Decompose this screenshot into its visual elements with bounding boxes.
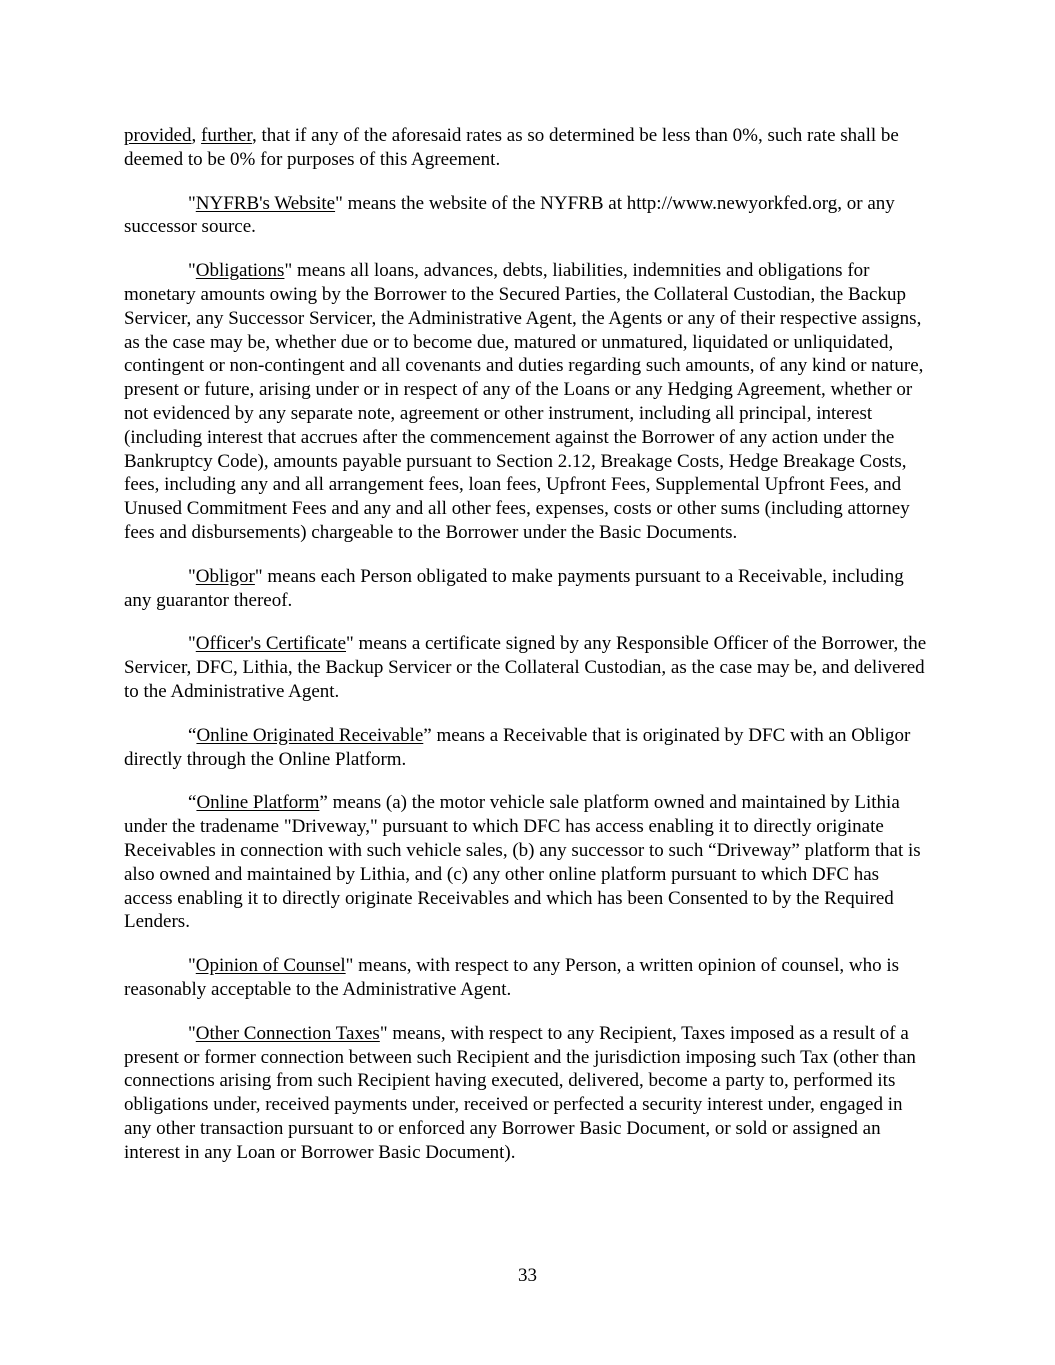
definition-obligations [124, 259, 932, 545]
open-quote: “ [188, 724, 197, 746]
close-quote: " [254, 565, 263, 587]
defined-term: NYFRB's Website [195, 192, 336, 214]
open-quote: " [188, 633, 196, 655]
definition-other-connection-taxes [124, 1022, 932, 1165]
defined-term: Online Platform [196, 792, 320, 814]
page-number: 33 [518, 1265, 537, 1286]
defined-term: Other Connection Taxes [195, 1022, 380, 1044]
open-quote: " [188, 565, 196, 587]
definition-opinion-of-counsel [124, 954, 932, 1002]
open-quote: " [188, 955, 196, 977]
open-quote: " [188, 1022, 196, 1044]
close-quote: " [335, 192, 343, 214]
intro-separator: , [191, 125, 202, 146]
defined-term: Opinion of Counsel [195, 955, 346, 977]
definition-nyfrbs-website [124, 192, 932, 240]
open-quote: " [188, 260, 196, 282]
close-quote: " [284, 260, 293, 282]
intro-text: , that if any of the aforesaid rates as so determined be less than 0%, such rate shall be deemed to be 0% for purposes of this Agreement. [124, 125, 899, 170]
definition-text: means a Receivable that is originated by DFC with an Obligor directly through the Online Platform. [124, 724, 911, 770]
defined-term: Online Originated Receivable [196, 724, 424, 746]
definition-online-originated-receivable [124, 724, 932, 772]
close-quote: " [346, 633, 354, 655]
definition-text: means, with respect to any Recipient, Taxes imposed as a result of a present or former connection between such Recipient and the jurisdiction imposing such Tax (other than connections arising from such Recipient having executed, delivered, become a party to, performed its obligations under, received payments under, received or perfected a security interest under, engaged in any other transaction pursuant to or enforced any Borrower Basic Document, or sold or assigned an interest in any Loan or Borrower Basic Document). [124, 1022, 916, 1163]
open-quote: " [188, 192, 196, 214]
term-provided: provided [124, 125, 192, 146]
definition-online-platform [124, 791, 932, 934]
defined-term: Obligations [195, 260, 285, 282]
definition-text: means the website of the NYFRB at http://www.newyorkfed.org, or any successor source. [124, 192, 895, 238]
definition-text: means, with respect to any Person, a written opinion of counsel, who is reasonably acceptable to the Administrative Agent. [124, 955, 900, 1000]
close-quote: " [345, 955, 354, 977]
open-quote: “ [188, 792, 197, 814]
document-body [124, 124, 932, 1184]
definition-obligor [124, 565, 932, 613]
close-quote: ” [423, 724, 432, 746]
definition-text: means each Person obligated to make payments pursuant to a Receivable, including any guarantor thereof. [124, 565, 904, 611]
definition-text: means all loans, advances, debts, liabilities, indemnities and obligations for monetary amounts owing by the Borrower to the Secured Parties, the Collateral Custodian, the Backup Servicer, any Successor Servicer, the Administrative Agent, the Agents or any of their respective assigns, as the case may be, whether due or to become due, matured or unmatured, liquidated or unliquidated, contingent or non-contingent and all covenants and duties regarding such amounts, of any kind or nature, present or future, arising under or in respect of any of the Loans or any Hedging Agreement, whether or not evidenced by any separate note, agreement or other instrument, including all principal, interest (including interest that accrues after the commencement against the Borrower of any action under the Bankruptcy Code), amounts payable pursuant to Section 2.12, Breakage Costs, Hedge Breakage Costs, fees, including any and all arrangement fees, loan fees, Upfront Fees, Supplemental Upfront Fees, and Unused Commitment Fees and any and all other fees, expenses, costs or other sums (including attorney fees and disbursements) chargeable to the Borrower under the Basic Documents. [124, 260, 924, 543]
term-further: further [201, 125, 252, 146]
close-quote: ” [319, 792, 328, 814]
intro-paragraph [124, 124, 932, 172]
definition-text: means (a) the motor vehicle sale platform owned and maintained by Lithia under the tradename "Driveway," pursuant to which DFC has access enabling it to directly originate Receivables in connection with such vehicle sales, (b) any successor to such “Driveway” platform that is also owned and maintained by Lithia, and (c) any other online platform pursuant to which DFC has access enabling it to directly originate Receivables and which has been Consented to by the Required Lenders. [124, 792, 921, 933]
defined-term: Obligor [195, 565, 255, 587]
close-quote: " [379, 1022, 388, 1044]
definition-text: means a certificate signed by any Responsible Officer of the Borrower, the Servicer, DFC, Lithia, the Backup Servicer or the Collateral Custodian, as the case may be, and delivered to the Administrative Agent. [124, 633, 927, 702]
defined-term: Officer's Certificate [195, 633, 347, 655]
definition-officers-certificate [124, 632, 932, 703]
